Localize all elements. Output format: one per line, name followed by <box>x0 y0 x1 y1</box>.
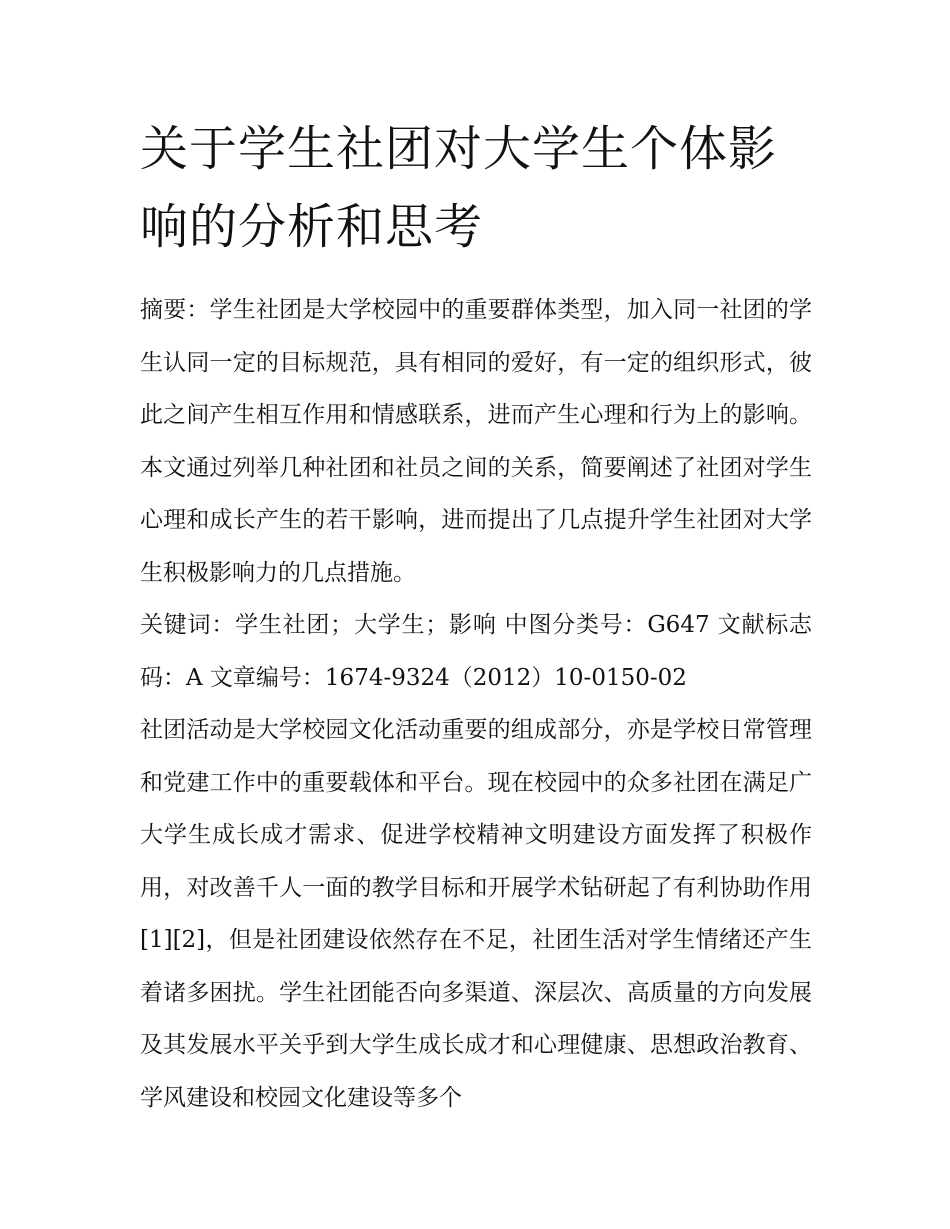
body-paragraph: 社团活动是大学校园文化活动重要的组成部分，亦是学校日常管理和党建工作中的重要载体和平台。现在校园中的众多社团在满足广大学生成长成才需求、促进学校精神文明建设方面发挥了积极作用，对改善千人一面的教学目标和开展学术钻研起了有利协助作用[1][2]，但是社团建设依然存在不足，社团生活对学生情绪还产生着诸多困扰。学生社团能否向多渠道、深层次、高质量的方向发展及其发展水平关乎到大学生成长成才和心理健康、思想政治教育、学风建设和校园文化建设等多个 <box>140 717 812 1111</box>
abstract-paragraph: 摘要：学生社团是大学校园中的重要群体类型，加入同一社团的学生认同一定的目标规范，具有相同的爱好，有一定的组织形式，彼此之间产生相互作用和情感联系，进而产生心理和行为上的影响。本文通过列举几种社团和社员之间的关系，简要阐述了社团对学生心理和成长产生的若干影响，进而提出了几点提升学生社团对大学生积极影响力的几点措施。 <box>140 297 812 586</box>
keywords-paragraph: 关键词：学生社团；大学生；影响 中图分类号：G647 文献标志码：A 文章编号：1674-9324（2012）10-0150-02 <box>140 612 812 691</box>
document-content <box>140 110 812 1124</box>
document-title: 关于学生社团对大学生个体影响的分析和思考 <box>140 121 778 255</box>
